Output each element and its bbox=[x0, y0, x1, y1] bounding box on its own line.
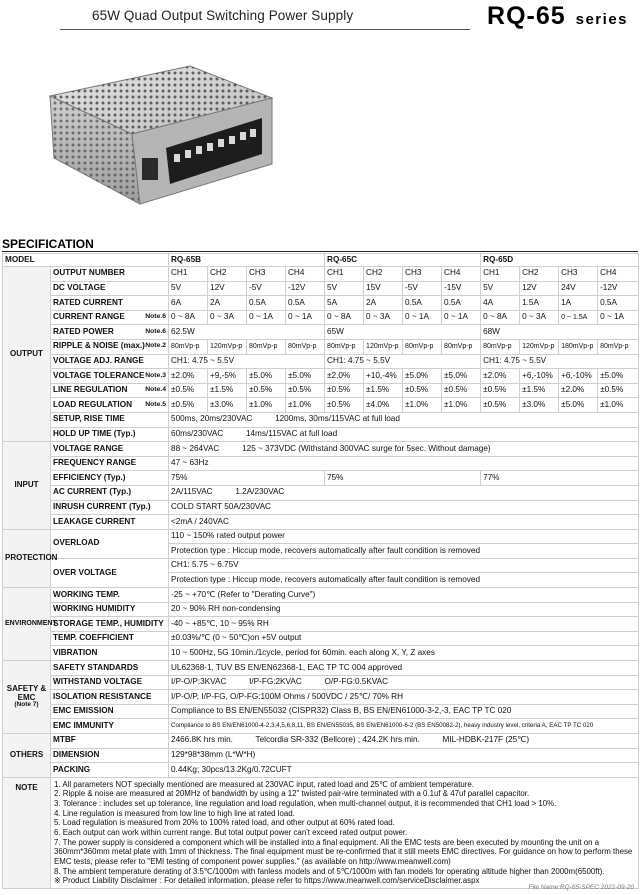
cell: 80mVp-p bbox=[247, 339, 286, 354]
cell: 1A bbox=[559, 296, 598, 311]
row-label: HOLD UP TIME (Typ.) bbox=[51, 427, 169, 442]
rated-current-row bbox=[3, 296, 639, 311]
cell: 15V bbox=[364, 281, 403, 296]
cell: 75% bbox=[325, 471, 481, 486]
row-label: VOLTAGE ADJ. RANGE bbox=[51, 354, 169, 369]
cell: 0 ~ 1A bbox=[286, 310, 325, 325]
cell: ±2.0% bbox=[481, 369, 520, 384]
cell: 0 ~ 1A bbox=[442, 310, 481, 325]
rated-power-row bbox=[3, 325, 639, 340]
cell: ±0.5% bbox=[403, 383, 442, 398]
row-label: EFFICIENCY (Typ.) bbox=[51, 471, 169, 486]
cell: 500ms, 20ms/230VAC 1200ms, 30ms/115VAC at full load bbox=[169, 412, 639, 427]
cell: ±0.5% bbox=[442, 383, 481, 398]
efficiency-row bbox=[3, 471, 639, 486]
cell: -12V bbox=[286, 281, 325, 296]
cell: ±1.5% bbox=[520, 383, 559, 398]
section-protection: PROTECTION bbox=[3, 529, 51, 587]
cell: CH1: 4.75 ~ 5.5V bbox=[169, 354, 325, 369]
cell: CH4 bbox=[598, 267, 639, 282]
notes-row bbox=[3, 777, 639, 888]
note-2: 2. Ripple & noise are measured at 20MHz of bandwidth by using a 12" twisted pair-wire terminated with a 0.1uf & 47uf parallel capacitor. bbox=[54, 789, 530, 799]
cell: 180mVp-p bbox=[559, 339, 598, 354]
leakage-row bbox=[3, 515, 639, 530]
cell: CH1: 4.75 ~ 5.5V bbox=[481, 354, 639, 369]
cell: ±1.0% bbox=[403, 398, 442, 413]
section-others: OTHERS bbox=[3, 734, 51, 778]
section-safety-emc bbox=[3, 661, 51, 734]
isolation-row bbox=[3, 690, 639, 705]
cell: ±0.5% bbox=[169, 383, 208, 398]
cell: 5V bbox=[325, 281, 364, 296]
cell: CH2 bbox=[208, 267, 247, 282]
label-text: VOLTAGE TOLERANCE bbox=[53, 370, 145, 380]
section-safety: SAFETY & bbox=[6, 684, 47, 694]
voltage-tolerance-row bbox=[3, 369, 639, 384]
cell: ±4.0% bbox=[364, 398, 403, 413]
cell: 0.5A bbox=[442, 296, 481, 311]
row-label: DIMENSION bbox=[51, 748, 169, 763]
line-regulation-row bbox=[3, 383, 639, 398]
cell: 2A/115VAC 1.2A/230VAC bbox=[169, 485, 639, 500]
cell: 6A bbox=[169, 296, 208, 311]
current-range-row bbox=[3, 310, 639, 325]
hold-up-row bbox=[3, 427, 639, 442]
model-d: RQ-65D bbox=[481, 254, 639, 267]
cell: UL62368-1, TUV BS EN/EN62368-1, EAC TP TC 004 approved bbox=[169, 661, 639, 676]
dimension-row bbox=[3, 748, 639, 763]
emc-emission-row bbox=[3, 704, 639, 719]
ripple-row bbox=[3, 339, 639, 354]
dc-voltage-row bbox=[3, 281, 639, 296]
cell: 2A bbox=[208, 296, 247, 311]
cell: CH1: 4.75 ~ 5.5V bbox=[325, 354, 481, 369]
cell: 129*98*38mm (L*W*H) bbox=[169, 748, 639, 763]
safety-standards-row bbox=[3, 661, 639, 676]
row-label: EMC EMISSION bbox=[51, 704, 169, 719]
cell: CH3 bbox=[559, 267, 598, 282]
model-series bbox=[487, 2, 628, 31]
cell: 0 ~ 1A bbox=[247, 310, 286, 325]
cell: ±1.0% bbox=[442, 398, 481, 413]
cell: 12V bbox=[208, 281, 247, 296]
label-text: LOAD REGULATION bbox=[53, 399, 132, 409]
section-emc-note: (Note 7) bbox=[14, 701, 39, 708]
cell: 0 ~ 1A bbox=[403, 310, 442, 325]
withstand-row bbox=[3, 675, 639, 690]
cell: CH3 bbox=[403, 267, 442, 282]
file-footer: File Name:RQ-65-SPEC 2022-09-20 bbox=[528, 884, 634, 891]
cell: ±1.0% bbox=[598, 398, 639, 413]
cell: 0 ~ 1A bbox=[598, 310, 639, 325]
cell: 0 ~ 3A bbox=[364, 310, 403, 325]
frequency-row bbox=[3, 456, 639, 471]
packing-row bbox=[3, 763, 639, 778]
cell: CH2 bbox=[520, 267, 559, 282]
emc-immunity-row bbox=[3, 719, 639, 734]
row-label: WORKING TEMP. bbox=[51, 588, 169, 603]
cell: ±1.5% bbox=[208, 383, 247, 398]
note-4: 4. Line regulation is measured from low line to high line at rated load. bbox=[54, 808, 295, 818]
row-label: PACKING bbox=[51, 763, 169, 778]
cell: +6,-10% bbox=[559, 369, 598, 384]
cell: ±1.0% bbox=[286, 398, 325, 413]
row-label: VIBRATION bbox=[51, 646, 169, 661]
series-label: series bbox=[575, 11, 628, 28]
cell: 80mVp-p bbox=[403, 339, 442, 354]
label-text: CURRENT RANGE bbox=[53, 312, 125, 322]
row-label: SAFETY STANDARDS bbox=[51, 661, 169, 676]
cell: I/P-O/P:3KVAC I/P-FG:2KVAC O/P-FG:0.5KVAC bbox=[169, 675, 639, 690]
cell: ±0.5% bbox=[481, 398, 520, 413]
mtbf-row bbox=[3, 734, 639, 749]
model-b: RQ-65B bbox=[169, 254, 325, 267]
cell: ±5.0% bbox=[403, 369, 442, 384]
disclaimer: ※ Product Liability Disclaimer : For detailed information, please refer to https://www.meanwell.com/serviceDisclaimer.aspx bbox=[54, 876, 480, 886]
cell: 120mVp-p bbox=[364, 339, 403, 354]
spec-table bbox=[2, 253, 639, 889]
row-label: WORKING HUMIDITY bbox=[51, 602, 169, 617]
cell: 5A bbox=[325, 296, 364, 311]
row-label: MTBF bbox=[51, 734, 169, 749]
cell: 88 ~ 264VAC 125 ~ 373VDC (Withstand 300VAC surge for 5sec. Without damage) bbox=[169, 442, 639, 457]
voltage-range-row bbox=[3, 442, 639, 457]
cell: CH3 bbox=[247, 267, 286, 282]
cell: 75% bbox=[169, 471, 325, 486]
cell: 0.44Kg; 30pcs/13.2Kg/0.72CUFT bbox=[169, 763, 639, 778]
working-humidity-row bbox=[3, 602, 639, 617]
note-ref: Note.3 bbox=[145, 371, 167, 379]
cell: 62.5W bbox=[169, 325, 325, 340]
cell: ±0.5% bbox=[598, 383, 639, 398]
setup-rise-row bbox=[3, 412, 639, 427]
cell: 47 ~ 63Hz bbox=[169, 456, 639, 471]
cell: +9,-5% bbox=[208, 369, 247, 384]
label-text: RATED POWER bbox=[53, 326, 114, 336]
cell: CH4 bbox=[442, 267, 481, 282]
cell: +6,-10% bbox=[520, 369, 559, 384]
section-input: INPUT bbox=[3, 442, 51, 530]
row-label: VOLTAGE RANGE bbox=[51, 442, 169, 457]
voltage-adj-row bbox=[3, 354, 639, 369]
cell: 2466.8K hrs min. Telcordia SR-332 (Bellcore) ; 424.2K hrs min. MIL-HDBK-217F (25℃) bbox=[169, 734, 639, 749]
load-regulation-row bbox=[3, 398, 639, 413]
row-label: WITHSTAND VOLTAGE bbox=[51, 675, 169, 690]
note-ref: Note.6 bbox=[145, 313, 167, 321]
cell: CH2 bbox=[364, 267, 403, 282]
note-8: 8. The ambient temperature derating of 3.5℃/1000m with fanless models and of 5℃/1000m with fan models for operating altitude higher than 2000m(6500ft). bbox=[54, 866, 605, 876]
cell: -12V bbox=[598, 281, 639, 296]
model-row bbox=[3, 254, 639, 267]
cell: 110 ~ 150% rated output power bbox=[169, 529, 639, 544]
note-ref: Note.6 bbox=[145, 327, 167, 335]
cell: 0.5A bbox=[403, 296, 442, 311]
cell: ±1.0% bbox=[247, 398, 286, 413]
cell: ±0.5% bbox=[325, 383, 364, 398]
cell: ±2.0% bbox=[169, 369, 208, 384]
inrush-row bbox=[3, 500, 639, 515]
cell: 120mVp-p bbox=[520, 339, 559, 354]
cell: ±5.0% bbox=[247, 369, 286, 384]
row-label: OVERLOAD bbox=[51, 529, 169, 558]
note-ref: Note.2 bbox=[145, 342, 167, 350]
cell: -25 ~ +70℃ (Refer to "Derating Curve") bbox=[169, 588, 639, 603]
cell: ±0.03%/℃ (0 ~ 50℃)on +5V output bbox=[169, 631, 639, 646]
cell: ±0.5% bbox=[481, 383, 520, 398]
model-label: MODEL bbox=[3, 254, 169, 267]
row-label bbox=[51, 310, 169, 325]
note-6: 6. Each output can work within current range. But total output power can't exceed rated output power. bbox=[54, 827, 408, 837]
model-c: RQ-65C bbox=[325, 254, 481, 267]
temp-coeff-row bbox=[3, 631, 639, 646]
row-label: STORAGE TEMP., HUMIDITY bbox=[51, 617, 169, 632]
cell: 5V bbox=[481, 281, 520, 296]
row-label: RATED CURRENT bbox=[51, 296, 169, 311]
cell: 77% bbox=[481, 471, 639, 486]
cell: 80mVp-p bbox=[325, 339, 364, 354]
model-name: RQ-65 bbox=[487, 2, 566, 30]
cell: 80mVp-p bbox=[481, 339, 520, 354]
row-label: OVER VOLTAGE bbox=[51, 558, 169, 587]
cell: I/P-O/P, I/P-FG, O/P-FG:100M Ohms / 500VDC / 25℃/ 70% RH bbox=[169, 690, 639, 705]
cell: 4A bbox=[481, 296, 520, 311]
cell: ±0.5% bbox=[325, 398, 364, 413]
cell: -5V bbox=[403, 281, 442, 296]
cell: <2mA / 240VAC bbox=[169, 515, 639, 530]
cell: 80mVp-p bbox=[442, 339, 481, 354]
cell: 0.5A bbox=[598, 296, 639, 311]
cell: ±0.5% bbox=[286, 383, 325, 398]
cell: 1.5A bbox=[520, 296, 559, 311]
cell: 0 ~ 1.5A bbox=[559, 310, 598, 325]
cell: -5V bbox=[247, 281, 286, 296]
cell: Protection type : Hiccup mode, recovers automatically after fault condition is removed bbox=[169, 573, 639, 588]
cell: 10 ~ 500Hz, 5G 10min./1cycle, period for 60min. each along X, Y, Z axes bbox=[169, 646, 639, 661]
row-label: FREQUENCY RANGE bbox=[51, 456, 169, 471]
cell: 80mVp-p bbox=[286, 339, 325, 354]
cell: -40 ~ +85℃, 10 ~ 95% RH bbox=[169, 617, 639, 632]
row-label: DC VOLTAGE bbox=[51, 281, 169, 296]
cell: CH1 bbox=[481, 267, 520, 282]
cell: Protection type : Hiccup mode, recovers automatically after fault condition is removed bbox=[169, 544, 639, 559]
row-label bbox=[51, 369, 169, 384]
cell: ±5.0% bbox=[442, 369, 481, 384]
row-label bbox=[51, 325, 169, 340]
section-note: NOTE bbox=[3, 777, 51, 888]
cell: ±5.0% bbox=[598, 369, 639, 384]
cell: ±5.0% bbox=[286, 369, 325, 384]
cell: 0.5A bbox=[247, 296, 286, 311]
over-voltage-row-1 bbox=[3, 558, 639, 573]
cell: 80mVp-p bbox=[598, 339, 639, 354]
cell: ±1.5% bbox=[364, 383, 403, 398]
product-image bbox=[40, 58, 275, 210]
cell: ±0.5% bbox=[169, 398, 208, 413]
cell: 20 ~ 90% RH non-condensing bbox=[169, 602, 639, 617]
cell: 0 ~ 8A bbox=[169, 310, 208, 325]
cell: 68W bbox=[481, 325, 639, 340]
cell: 12V bbox=[520, 281, 559, 296]
cell: ±2.0% bbox=[559, 383, 598, 398]
cell: 120mVp-p bbox=[208, 339, 247, 354]
cell: CH1: 5.75 ~ 6.75V bbox=[169, 558, 639, 573]
storage-row bbox=[3, 617, 639, 632]
row-label bbox=[51, 398, 169, 413]
row-label: TEMP. COEFFICIENT bbox=[51, 631, 169, 646]
cell: ±3.0% bbox=[208, 398, 247, 413]
cell: 5V bbox=[169, 281, 208, 296]
note-ref: Note.4 bbox=[145, 386, 167, 394]
working-temp-row bbox=[3, 588, 639, 603]
cell: COLD START 50A/230VAC bbox=[169, 500, 639, 515]
notes-block bbox=[51, 777, 639, 888]
row-label: OUTPUT NUMBER bbox=[51, 267, 169, 282]
cell: ±2.0% bbox=[325, 369, 364, 384]
cell: 0 ~ 8A bbox=[325, 310, 364, 325]
overload-row-1 bbox=[3, 529, 639, 544]
row-label bbox=[51, 383, 169, 398]
cell: 24V bbox=[559, 281, 598, 296]
document-title: 65W Quad Output Switching Power Supply bbox=[92, 8, 354, 23]
row-label: ISOLATION RESISTANCE bbox=[51, 690, 169, 705]
cell: CH1 bbox=[325, 267, 364, 282]
cell: ±0.5% bbox=[247, 383, 286, 398]
label-text: RIPPLE & NOISE (max.) bbox=[53, 341, 145, 351]
ac-current-row bbox=[3, 485, 639, 500]
output-number-row bbox=[3, 267, 639, 282]
row-label: EMC IMMUNITY bbox=[51, 719, 169, 734]
cell: ±5.0% bbox=[559, 398, 598, 413]
header-rule bbox=[60, 29, 470, 30]
cell: CH4 bbox=[286, 267, 325, 282]
cell: 0 ~ 3A bbox=[208, 310, 247, 325]
page-header bbox=[0, 0, 640, 36]
cell: CH1 bbox=[169, 267, 208, 282]
row-label: SETUP, RISE TIME bbox=[51, 412, 169, 427]
cell: 65W bbox=[325, 325, 481, 340]
cell: 0 ~ 3A bbox=[520, 310, 559, 325]
vibration-row bbox=[3, 646, 639, 661]
cell: +10,-4% bbox=[364, 369, 403, 384]
cell: Compliance to BS EN/EN61000-4-2,3,4,5,6,8,11, BS EN/EN55035, BS EN/EN61000-6-2 (BS EN50082-2), heavy industry level, criteria A, EAC TP TC 020 bbox=[169, 719, 639, 734]
cell: -15V bbox=[442, 281, 481, 296]
cell: 80mVp-p bbox=[169, 339, 208, 354]
note-ref: Note.5 bbox=[145, 400, 167, 408]
cell: ±3.0% bbox=[520, 398, 559, 413]
section-environment: ENVIRONMENT bbox=[3, 588, 51, 661]
spec-heading: SPECIFICATION bbox=[2, 237, 94, 251]
note-1: 1. All parameters NOT specially mentioned are measured at 230VAC input, rated load and 25℃ of ambient temperature. bbox=[54, 779, 474, 789]
row-label bbox=[51, 339, 169, 354]
section-output: OUTPUT bbox=[3, 267, 51, 442]
note-5: 5. Load regulation is measured from 20% to 100% rated load, and other output at 60% rated load. bbox=[54, 818, 395, 828]
cell: 0.5A bbox=[286, 296, 325, 311]
note-3: 3. Tolerance : includes set up tolerance, line regulation and load regulation, when multi-channel output, it is recommended that CH1 load > 10%. bbox=[54, 799, 557, 809]
cell: 60ms/230VAC 14ms/115VAC at full load bbox=[169, 427, 639, 442]
cell: 2A bbox=[364, 296, 403, 311]
row-label: INRUSH CURRENT (Typ.) bbox=[51, 500, 169, 515]
label-text: LINE REGULATION bbox=[53, 385, 128, 395]
row-label: AC CURRENT (Typ.) bbox=[51, 485, 169, 500]
cell: 0 ~ 8A bbox=[481, 310, 520, 325]
section-emc: EMC bbox=[17, 692, 36, 702]
note-7: 7. The power supply is considered a component which will be installed into a final equipment. All the EMC tests are been executed by mounting the unit on a 360mm*360mm metal plate with 1mm of thickness. The final equipment must be re-confirmed that it still meets EMC directives. For guidance on how to perform these EMC tests, please refer to "EMI testing of component power supplies." (as available on http://www.meanwell.com) bbox=[54, 837, 633, 866]
cell: Compliance to BS EN/EN55032 (CISPR32) Class B, BS EN/EN61000-3-2,-3, EAC TP TC 020 bbox=[169, 704, 639, 719]
row-label: LEAKAGE CURRENT bbox=[51, 515, 169, 530]
